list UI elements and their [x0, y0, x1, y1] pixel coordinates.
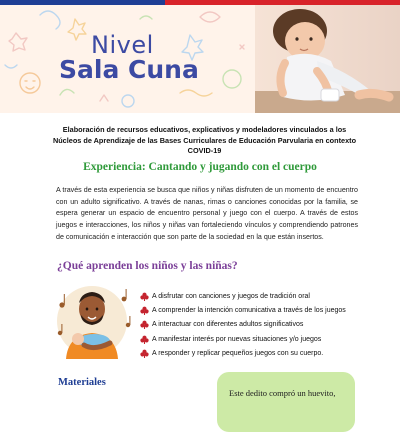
learning-list: [140, 289, 346, 361]
experience-heading: [0, 162, 400, 174]
baby-photo: [255, 5, 400, 113]
list-item: [140, 332, 346, 346]
description-paragraph: A través de esta experiencia se busca que niños y niñas disfruten de un momento de encuentro con un adulto significativo. A través de nanas, rimas o canciones conocidas por la familia, se espera generar un espacio de encuentro personal y juego con el cuerpo. A través de estos juegos e interacciones, los niños y niñas van fortaleciendo vínculos y comprendiendo patrones de comunicación e interacción que son parte de la sociedad en la que están insertos.: [56, 186, 358, 241]
list-item-text: A manifestar interés por nuevas situaciones y/o juegos: [152, 335, 322, 343]
level-title-line1: Nivel: [91, 31, 154, 59]
list-item-text: A responder y replicar pequeños juegos con su cuerpo.: [152, 350, 324, 358]
list-item: [140, 347, 346, 361]
intro-text: Elaboración de recursos educativos, explicativos y modeladores vinculados a los Núcleos de Aprendizaje de las Bases Curriculares de Educación Parvularia en contexto COVID-19: [52, 125, 357, 155]
experience-title: Cantando y jugando con el cuerpo: [148, 161, 317, 173]
header-banner: [0, 5, 400, 113]
club-bullet-icon: [140, 292, 149, 301]
list-item-text: A comprender la intención comunicativa a través de los juegos: [152, 307, 346, 315]
club-bullet-icon: [140, 335, 149, 344]
experience-label: Experiencia:: [83, 161, 146, 173]
list-item: [140, 289, 346, 303]
song-callout-box: [217, 372, 355, 432]
club-bullet-icon: [140, 320, 149, 329]
materials-heading: Materiales: [58, 377, 106, 388]
club-bullet-icon: [140, 306, 149, 315]
list-item: [140, 303, 346, 317]
club-bullet-icon: [140, 349, 149, 358]
father-holding-baby-illustration: [54, 281, 134, 361]
list-item: [140, 318, 346, 332]
list-item-text: A disfrutar con canciones y juegos de tradición oral: [152, 292, 310, 300]
list-item-text: A interactuar con diferentes adultos significativos: [152, 321, 304, 329]
learn-section-heading: ¿Qué aprenden los niños y las niñas?: [57, 260, 238, 272]
callout-text: Este dedito compró un huevito,: [229, 388, 336, 398]
level-title-line2: Sala Cuna: [59, 55, 199, 84]
